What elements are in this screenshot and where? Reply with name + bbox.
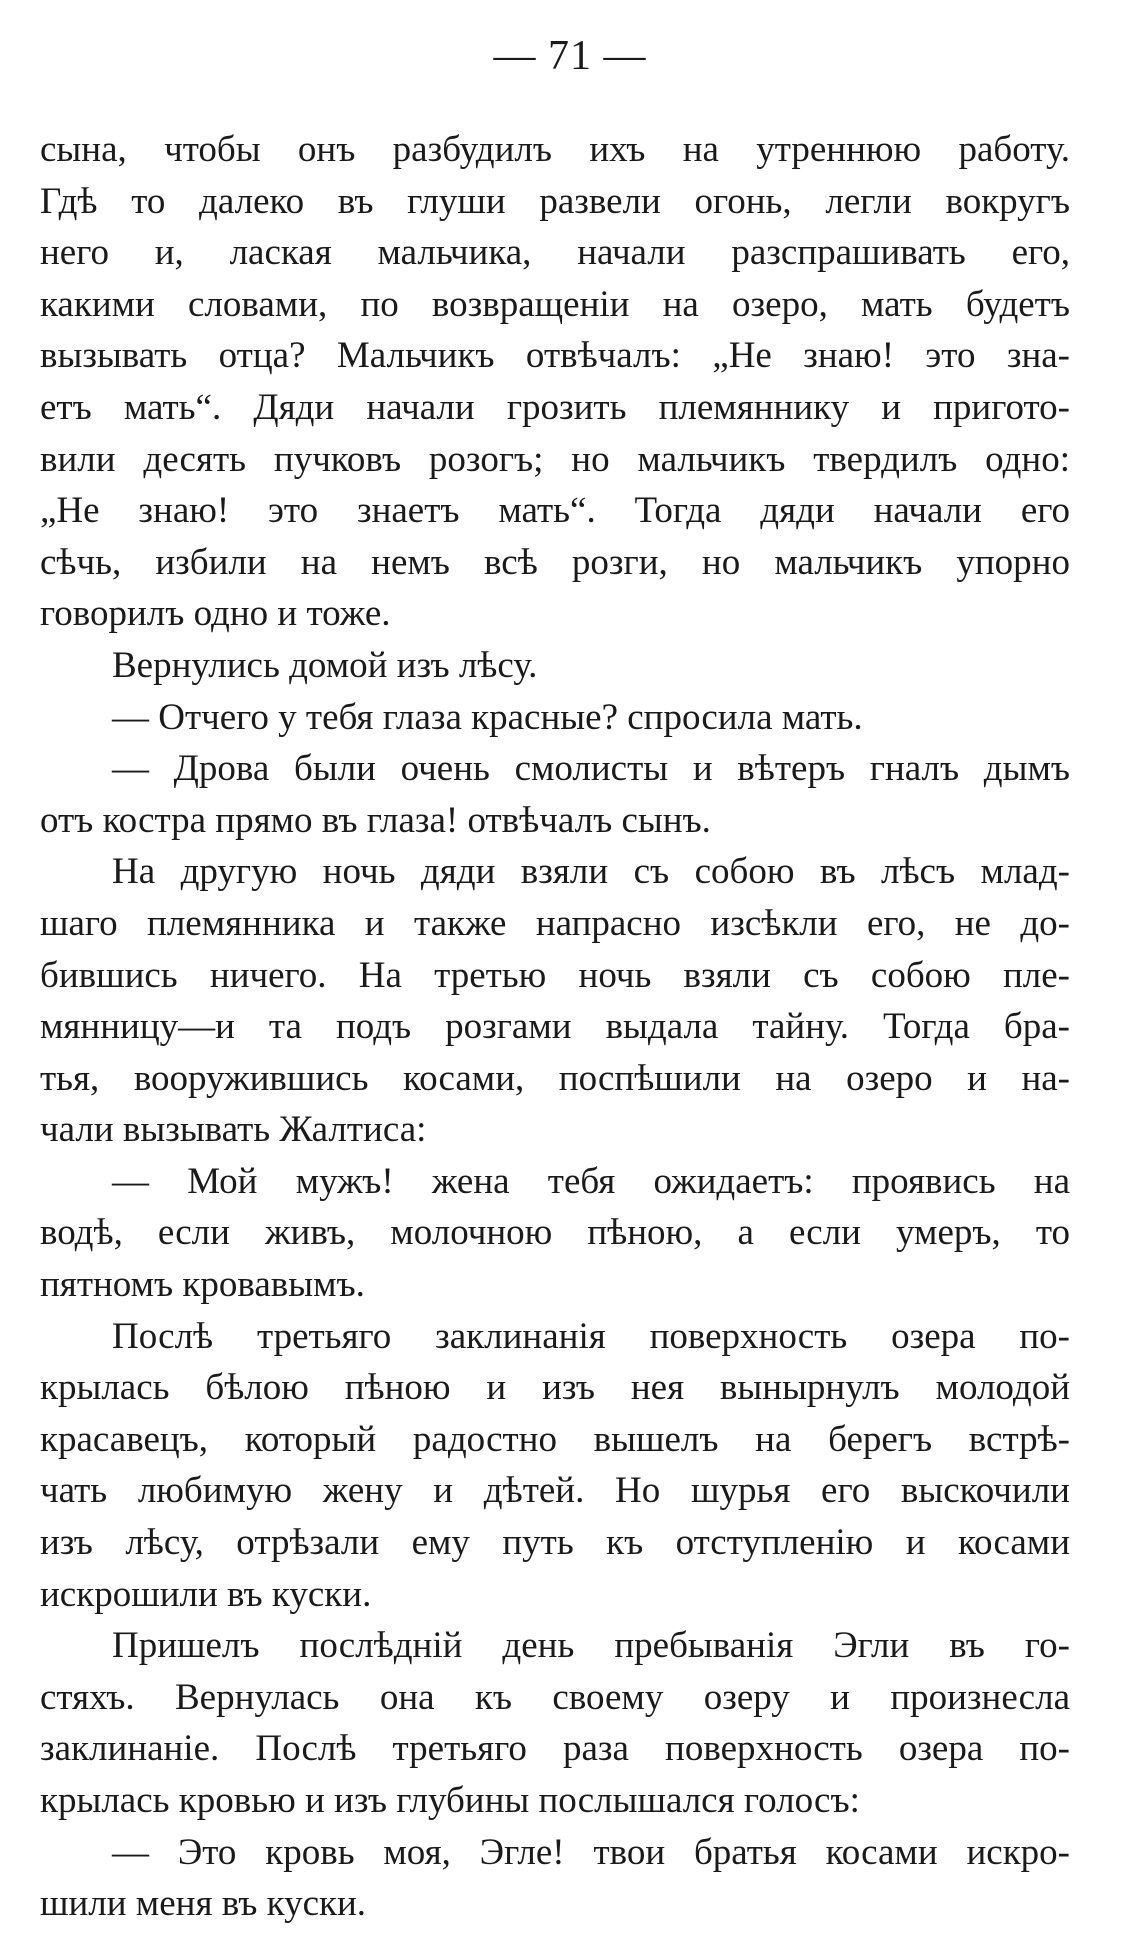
text-line: „Не знаю! это знаетъ мать“. Тогда дяди начали его xyxy=(40,490,1070,532)
text-line: вили десять пучковъ розогъ; но мальчикъ твердилъ одно: xyxy=(40,438,1070,480)
text-line: Вернулись домой изъ лѣсу. xyxy=(112,644,538,686)
text-line: чали вызывать Жалтиса: xyxy=(40,1109,427,1151)
text-line: Гдѣ то далеко въ глуши развели огонь, легли вокругъ xyxy=(40,180,1070,222)
text-line: отъ костра прямо въ глаза! отвѣчалъ сынъ. xyxy=(40,799,711,841)
text-line: изъ лѣсу, отрѣзали ему путь къ отступленію и косами xyxy=(40,1522,1070,1564)
text-line: мянницу—и та подъ розгами выдала тайну. Тогда бра- xyxy=(40,1006,1070,1048)
text-line: На другую ночь дяди взяли съ собою въ лѣсъ млад- xyxy=(112,851,1070,893)
text-line: говорилъ одно и тоже. xyxy=(40,593,391,635)
text-line: етъ мать“. Дяди начали грозить племяннику и пригото- xyxy=(40,386,1070,428)
text-line: Пришелъ послѣдній день пребыванія Эгли въ го- xyxy=(112,1625,1070,1667)
text-line: сѣчь, избили на немъ всѣ розги, но мальчикъ упорно xyxy=(40,541,1070,583)
text-line: сына, чтобы онъ разбудилъ ихъ на утреннюю работу. xyxy=(40,129,1070,170)
text-line: крылась бѣлою пѣною и изъ нея вынырнулъ молодой xyxy=(40,1367,1070,1409)
text-line: какими словами, по возвращеніи на озеро, мать будетъ xyxy=(40,283,1070,325)
text-line: шили меня въ куски. xyxy=(40,1883,367,1925)
text-line: заклинаніе. Послѣ третьяго раза поверхность озера по- xyxy=(40,1728,1070,1770)
text-line: водѣ, если живъ, молочною пѣною, а если умеръ, то xyxy=(40,1212,1070,1254)
text-line: тья, вооружившись косами, поспѣшили на озеро и на- xyxy=(40,1057,1070,1099)
text-line: — Мой мужъ! жена тебя ожидаетъ: проявись на xyxy=(112,1160,1070,1202)
text-line: — Отчего у тебя глаза красные? спросила мать. xyxy=(112,696,863,738)
text-line: бившись ничего. На третью ночь взяли съ собою пле- xyxy=(40,954,1070,996)
text-line: него и, лаская мальчика, начали разспрашивать его, xyxy=(40,232,1070,274)
text-line: красавецъ, который радостно вышелъ на берегъ встрѣ- xyxy=(40,1418,1070,1460)
text-line: крылась кровью и изъ глубины послышался голосъ: xyxy=(40,1780,860,1821)
text-line: — Это кровь моя, Эгле! твои братья косами искро- xyxy=(112,1831,1070,1873)
body-text xyxy=(40,124,1070,1930)
text-line: — Дрова были очень смолисты и вѣтеръ гналъ дымъ xyxy=(112,748,1070,790)
text-line: шаго племянника и также напрасно изсѣкли его, не до- xyxy=(40,902,1070,944)
text-line: искрошили въ куски. xyxy=(40,1573,372,1615)
text-line: стяхъ. Вернулась она къ своему озеру и произнесла xyxy=(40,1676,1070,1718)
text-line: пятномъ кровавымъ. xyxy=(40,1264,365,1306)
page-number: — 71 — xyxy=(493,33,647,79)
text-line: Послѣ третьяго заклинанія поверхность озера по- xyxy=(112,1315,1070,1357)
text-line: чать любимую жену и дѣтей. Но шурья его выскочили xyxy=(40,1470,1070,1512)
text-line: вызывать отца? Мальчикъ отвѣчалъ: „Не знаю! это зна- xyxy=(40,335,1070,377)
